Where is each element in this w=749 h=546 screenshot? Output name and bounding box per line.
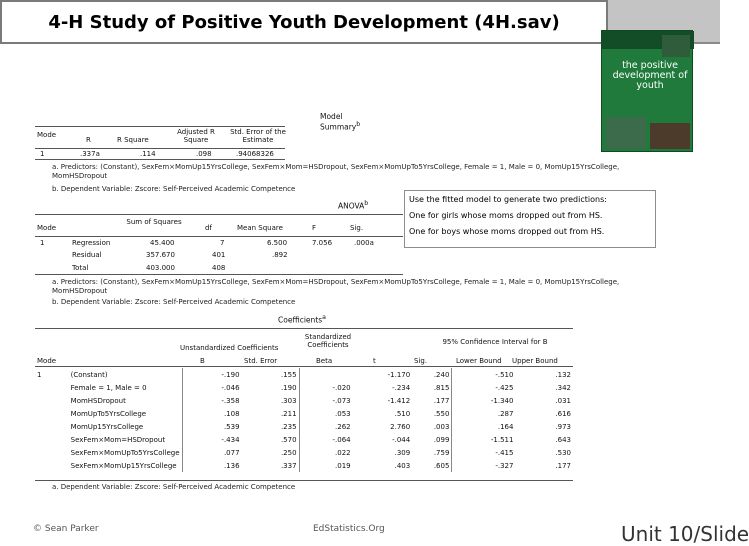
table-cell: -.044 <box>392 435 411 444</box>
table-cell: .342 <box>555 383 571 392</box>
table-cell: -.234 <box>392 383 411 392</box>
table-cell: .235 <box>280 422 297 431</box>
col-header: Mode <box>37 224 57 232</box>
table-cell: .022 <box>299 446 353 459</box>
table-cell: .94068326 <box>236 150 274 158</box>
col-header: Mean Square <box>237 224 283 232</box>
table-row <box>35 394 573 407</box>
callout-line: One for girls whose moms dropped out from HS. <box>409 211 603 220</box>
table-row <box>35 433 573 446</box>
table-cell: .570 <box>280 435 297 444</box>
cover-photo <box>650 123 690 149</box>
table-note: a. Predictors: (Constant), SexFem×MomUp15YrsCollege, SexFem×Mom=HSDropout, SexFem×MomUpTo5YrsCollege, Female = 1, Male = 0, MomUp15YrsCollege, MomHSDropout <box>52 278 620 295</box>
table-cell: .190 <box>280 383 297 392</box>
table-cell <box>35 407 69 420</box>
table-cell: -1.511 <box>452 433 516 446</box>
table-row <box>35 446 573 459</box>
table-cell: .250 <box>280 448 297 457</box>
table-row <box>35 407 573 420</box>
table-cell: -.510 <box>452 368 516 381</box>
table-note: a. Dependent Variable: Zscore: Self-Perceived Academic Competence <box>52 483 296 491</box>
slide-title: 4-H Study of Positive Youth Development (4H.sav) <box>0 0 608 44</box>
col-header: R <box>86 136 91 144</box>
table-cell <box>35 420 69 433</box>
col-header: Sig. <box>350 224 364 232</box>
table-cell: 1 <box>40 150 45 158</box>
table-cell: .164 <box>452 420 516 433</box>
table-cell: -.434 <box>182 433 242 446</box>
table-cell: -.190 <box>182 368 242 381</box>
model-summary-title: Model Summary$^b$ <box>320 112 361 132</box>
table-cell: 403.000 <box>146 264 175 272</box>
table-cell: .337a <box>80 150 100 158</box>
table-cell: SexFem×MomUp15YrsCollege <box>70 461 177 470</box>
table-cell: .031 <box>555 396 571 405</box>
table-cell: SexFem×Mom=HSDropout <box>70 435 166 444</box>
table-cell: .605 <box>433 461 450 470</box>
table-note: a. Predictors: (Constant), SexFem×MomUp15YrsCollege, SexFem×Mom=HSDropout, SexFem×MomUpTo5YrsCollege, Female = 1, Male = 0, MomUp15YrsCollege, MomHSDropout <box>52 163 620 180</box>
footer-site: EdStatistics.Org <box>313 524 385 534</box>
col-header: R Square <box>117 136 149 144</box>
callout-line: One for boys whose moms dropped out from HS. <box>409 227 605 236</box>
table-row <box>35 459 573 472</box>
col-group-header: 95% Confidence Interval for B <box>442 338 548 346</box>
table-note: b. Dependent Variable: Zscore: Self-Perceived Academic Competence <box>52 298 296 306</box>
table-cell: .643 <box>555 435 571 444</box>
col-header: F <box>312 224 317 232</box>
col-header: Std. Error of the Estimate <box>230 128 286 144</box>
col-header: Lower Bound <box>456 357 502 365</box>
table-cell: .616 <box>555 409 571 418</box>
col-header: Adjusted R Square <box>177 128 215 144</box>
table-cell: MomUpTo5YrsCollege <box>70 409 147 418</box>
table-cell: .550 <box>433 409 450 418</box>
table-cell: .211 <box>280 409 297 418</box>
table-cell: .530 <box>555 448 571 457</box>
table-cell: .132 <box>555 370 571 379</box>
table-cell: MomUp15YrsCollege <box>70 422 144 431</box>
col-header: df <box>205 224 212 232</box>
table-cell: 6.500 <box>267 239 288 247</box>
col-header: Mode <box>37 357 57 365</box>
table-cell: 401 <box>212 251 226 259</box>
table-cell: .240 <box>433 370 450 379</box>
table-cell: MomHSDropout <box>70 396 126 405</box>
book-cover-image <box>601 30 693 152</box>
table-cell: -1.170 <box>387 370 411 379</box>
table-cell: .177 <box>433 396 450 405</box>
table-cell: .510 <box>394 409 411 418</box>
table-cell: .108 <box>182 407 242 420</box>
table-row <box>35 420 573 433</box>
table-cell: .136 <box>182 459 242 472</box>
table-cell: .114 <box>140 150 156 158</box>
table-cell <box>35 381 69 394</box>
table-row <box>35 368 573 381</box>
cover-title: the positive development of youth <box>612 60 688 91</box>
table-cell: .098 <box>196 150 212 158</box>
table-cell <box>35 394 69 407</box>
table-cell: .177 <box>555 461 571 470</box>
col-header: B <box>200 357 205 365</box>
table-cell: .262 <box>299 420 353 433</box>
col-header: Upper Bound <box>512 357 558 365</box>
col-header: Beta <box>316 357 333 365</box>
table-cell: .759 <box>433 448 450 457</box>
col-header: t <box>373 357 376 365</box>
table-cell: (Constant) <box>70 370 108 379</box>
col-group-header: Unstandardized Coefficients <box>180 344 279 352</box>
cover-photo <box>606 117 646 149</box>
table-cell: -.327 <box>452 459 516 472</box>
table-cell: 7.056 <box>312 239 333 247</box>
table-cell: .403 <box>394 461 411 470</box>
table-cell: .539 <box>182 420 242 433</box>
table-cell: .000a <box>354 239 374 247</box>
table-cell: -.073 <box>299 394 353 407</box>
table-cell: .099 <box>433 435 450 444</box>
table-cell: .973 <box>555 422 571 431</box>
table-cell: .053 <box>299 407 353 420</box>
table-cell: Female = 1, Male = 0 <box>70 383 147 392</box>
table-cell: .287 <box>452 407 516 420</box>
table-cell <box>35 459 69 472</box>
table-cell: 45.400 <box>150 239 175 247</box>
table-cell: -1.340 <box>452 394 516 407</box>
table-cell: .337 <box>280 461 297 470</box>
cover-photo <box>662 35 690 57</box>
table-cell: -.425 <box>452 381 516 394</box>
table-cell: -.415 <box>452 446 516 459</box>
table-cell: .003 <box>433 422 450 431</box>
table-cell: SexFem×MomUpTo5YrsCollege <box>70 448 180 457</box>
footer-copyright: © Sean Parker <box>33 524 99 534</box>
table-cell: -1.412 <box>387 396 411 405</box>
table-cell: 1 <box>37 370 42 379</box>
footer-slide-number: Unit 10/Slide <box>621 522 749 546</box>
col-group-header: Standardized Coefficients <box>304 333 352 349</box>
col-header: Mode <box>37 131 57 139</box>
anova-title: ANOVA$^b$ <box>338 200 369 211</box>
table-cell <box>35 433 69 446</box>
table-cell: .019 <box>299 459 353 472</box>
table-cell <box>35 446 69 459</box>
table-cell: .815 <box>433 383 450 392</box>
table-cell: Regression <box>72 239 111 247</box>
table-row <box>35 381 573 394</box>
table-cell: Total <box>72 264 89 272</box>
table-cell: .309 <box>394 448 411 457</box>
table-cell: .303 <box>280 396 297 405</box>
table-cell: 357.670 <box>146 251 175 259</box>
table-cell: .077 <box>182 446 242 459</box>
table-cell: Residual <box>72 251 102 259</box>
coefficients-title: Coefficients$^a$ <box>278 314 326 325</box>
table-cell <box>299 368 353 381</box>
table-cell: -.020 <box>299 381 353 394</box>
table-cell: 7 <box>220 239 225 247</box>
coefficients-grid <box>35 368 573 472</box>
table-cell: 1 <box>40 239 45 247</box>
col-header: Sig. <box>414 357 428 365</box>
table-note: b. Dependent Variable: Zscore: Self-Perceived Academic Competence <box>52 185 296 193</box>
table-cell: -.046 <box>182 381 242 394</box>
callout-line: Use the fitted model to generate two predictions: <box>409 195 607 204</box>
table-cell: 2.760 <box>390 422 411 431</box>
table-cell: .892 <box>272 251 288 259</box>
prediction-callout <box>404 190 656 248</box>
table-cell: -.358 <box>182 394 242 407</box>
col-header: Sum of Squares <box>126 218 182 226</box>
table-cell: -.064 <box>299 433 353 446</box>
table-cell: 408 <box>212 264 226 272</box>
col-header: Std. Error <box>244 357 278 365</box>
table-cell: .155 <box>280 370 297 379</box>
